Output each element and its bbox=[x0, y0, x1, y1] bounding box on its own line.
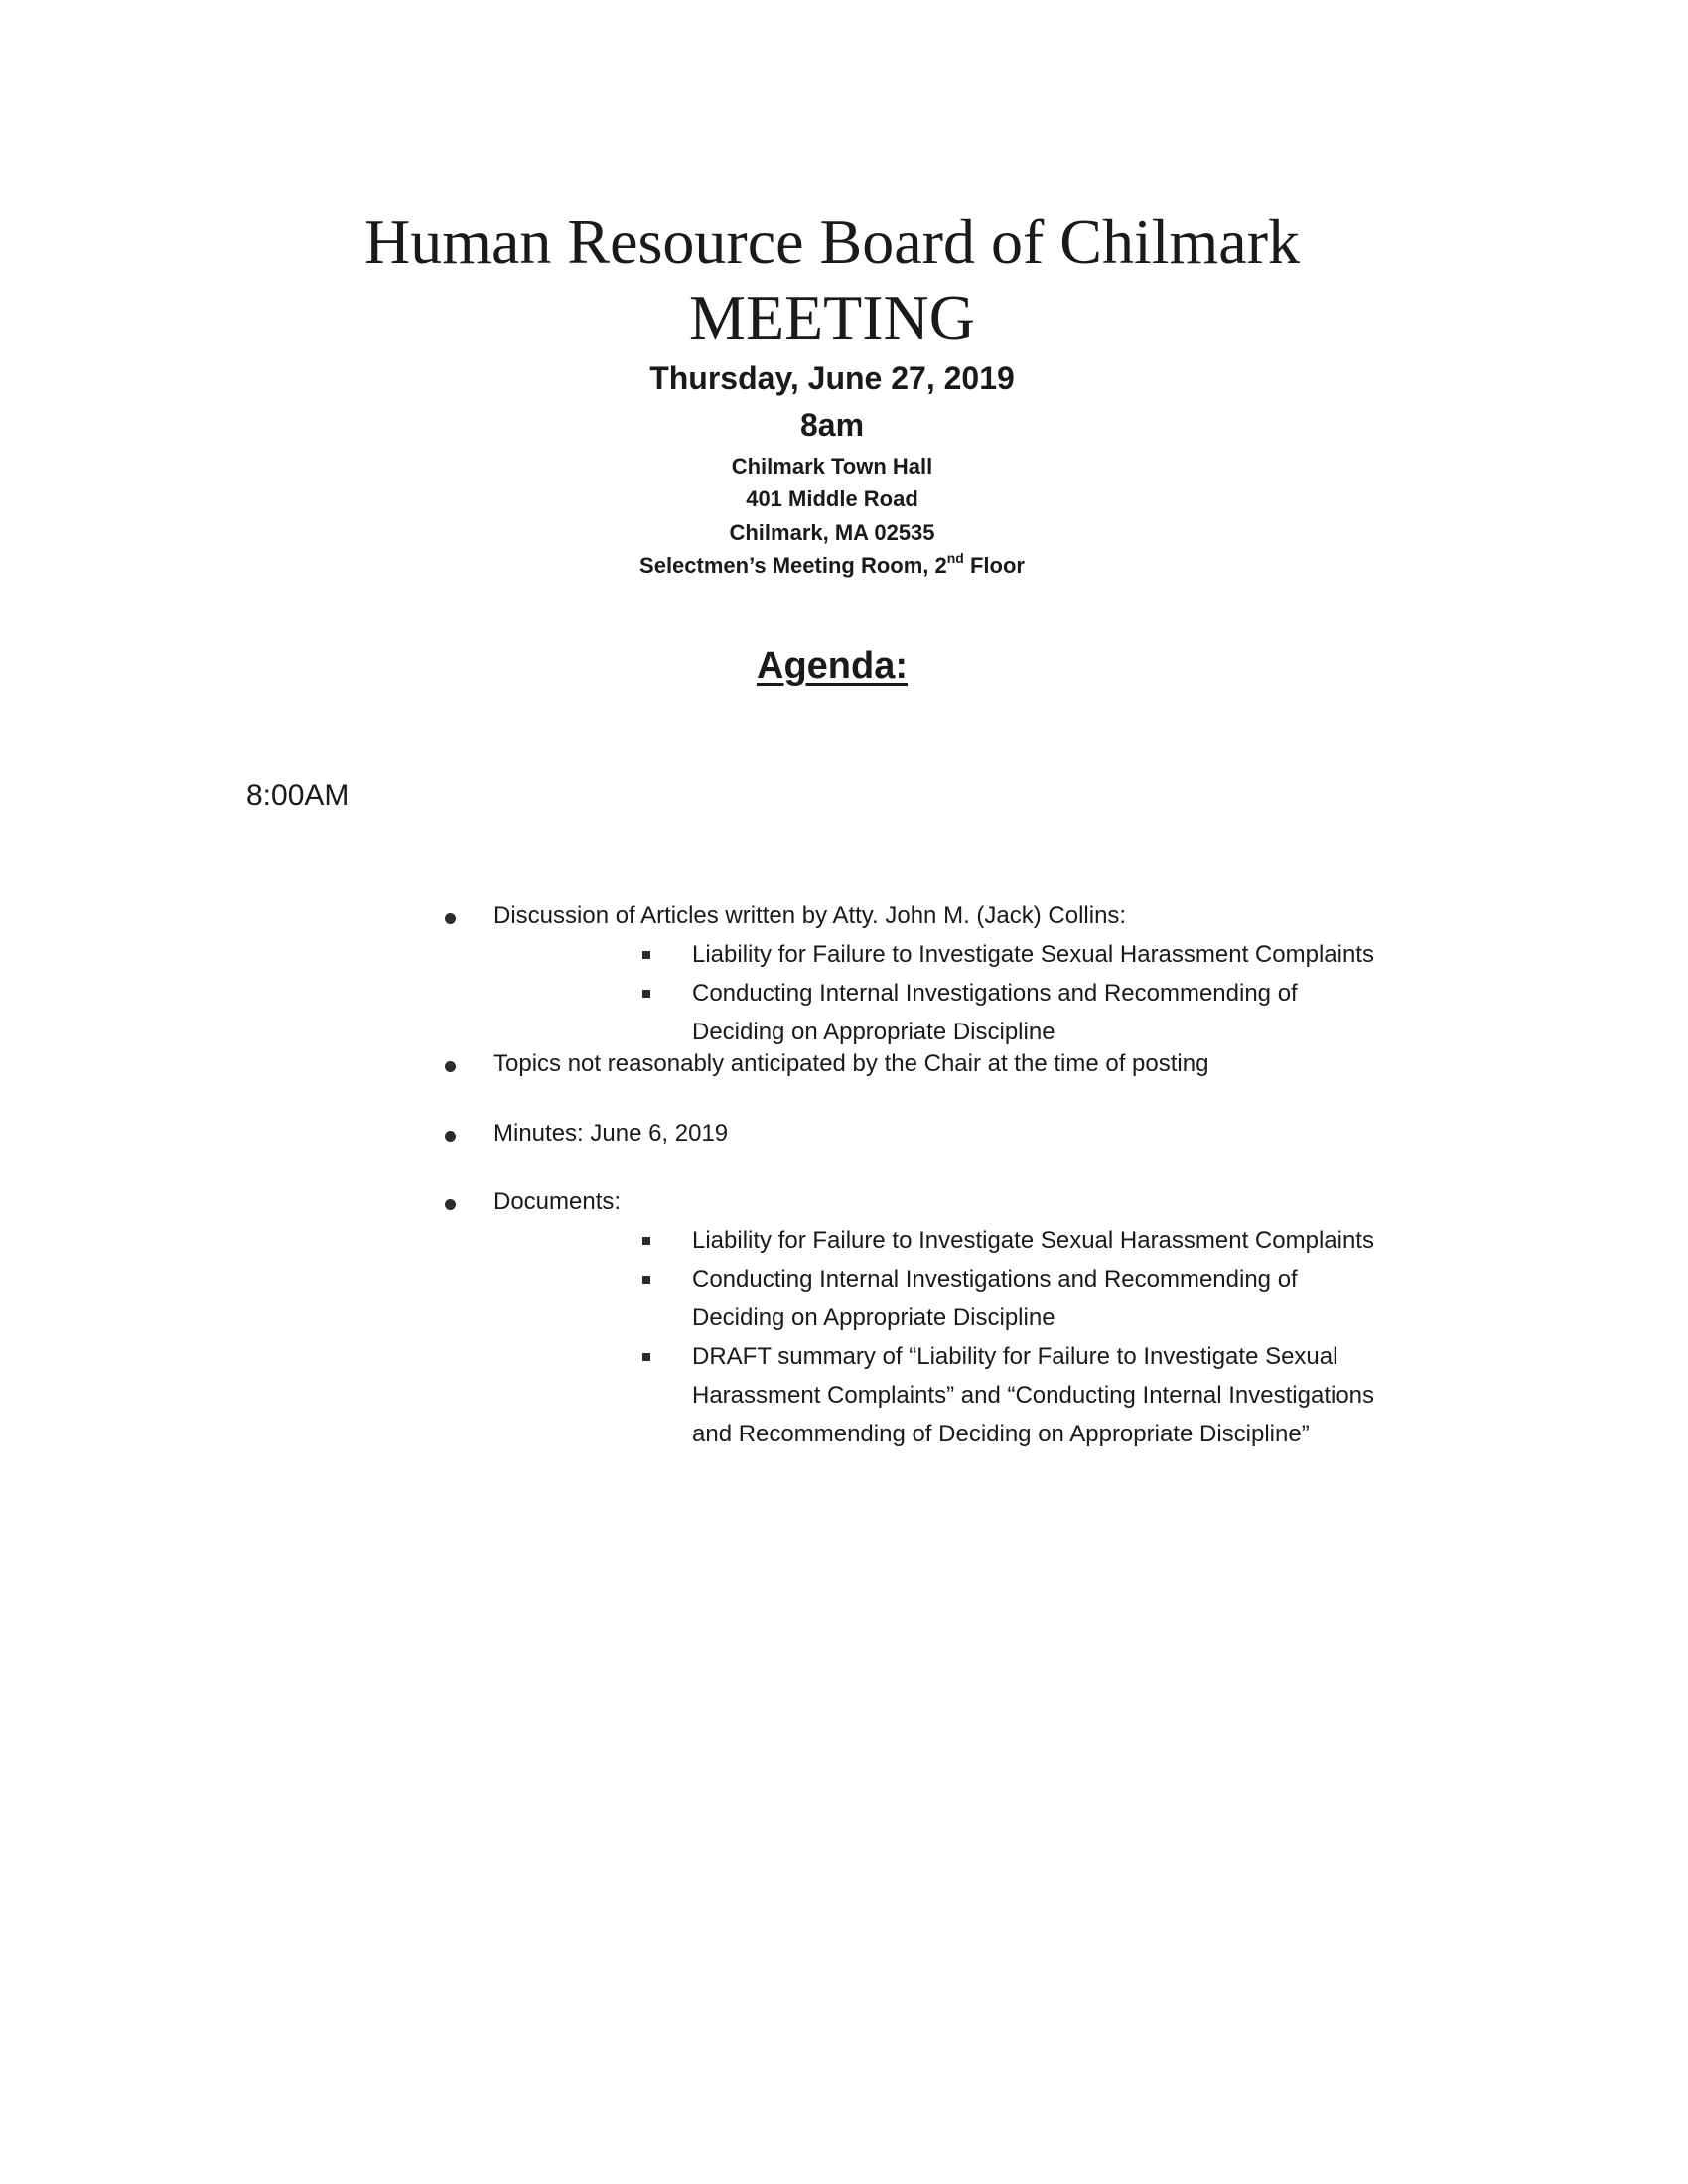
agenda-subitem-text: Conducting Internal Investigations and Recommending of bbox=[692, 980, 1298, 1007]
agenda-item-text: Documents: bbox=[493, 1188, 622, 1215]
agenda-subitem-bullet bbox=[642, 1276, 650, 1284]
agenda-heading bbox=[0, 643, 1676, 689]
agenda-time-slot: 8:00AM bbox=[246, 779, 350, 812]
agenda-subitem-text: and Recommending of Deciding on Appropriate Discipline” bbox=[692, 1421, 1310, 1447]
agenda-item-text: Minutes: June 6, 2019 bbox=[493, 1120, 729, 1147]
agenda-item-bullet bbox=[445, 1199, 456, 1210]
agenda-item-bullet bbox=[445, 1061, 456, 1072]
agenda-subitem-bullet bbox=[642, 1353, 650, 1361]
location-room-superscript: nd bbox=[946, 549, 964, 566]
location-street: 401 Middle Road bbox=[746, 486, 918, 511]
agenda-item-text: Topics not reasonably anticipated by the Chair at the time of posting bbox=[493, 1050, 1209, 1077]
location-city: Chilmark, MA 02535 bbox=[729, 520, 935, 545]
agenda-subitem-bullet bbox=[642, 990, 650, 998]
location-room-suffix: Floor bbox=[963, 553, 1025, 578]
agenda-subitem-text: Conducting Internal Investigations and Recommending of bbox=[692, 1266, 1298, 1293]
agenda-subitem-text: Deciding on Appropriate Discipline bbox=[692, 1019, 1055, 1045]
agenda-subitem-text: Deciding on Appropriate Discipline bbox=[692, 1304, 1055, 1331]
location-room-prefix: Selectmen’s Meeting Room, 2 bbox=[639, 553, 947, 578]
title-line-2: MEETING bbox=[689, 282, 975, 352]
agenda-item-bullet bbox=[445, 1131, 456, 1142]
title-line-1: Human Resource Board of Chilmark bbox=[364, 206, 1300, 277]
agenda-subitem-text: DRAFT summary of “Liability for Failure to Investigate Sexual bbox=[692, 1343, 1338, 1370]
meeting-time: 8am bbox=[799, 407, 865, 443]
agenda-subitem-text: Liability for Failure to Investigate Sexual Harassment Complaints bbox=[692, 1227, 1374, 1254]
agenda-subitem-bullet bbox=[642, 951, 650, 959]
location-room bbox=[0, 549, 1676, 580]
meeting-date: Thursday, June 27, 2019 bbox=[649, 360, 1015, 396]
agenda-item-text: Discussion of Articles written by Atty. John M. (Jack) Collins: bbox=[493, 902, 1127, 929]
agenda-subitem-text: Liability for Failure to Investigate Sexual Harassment Complaints bbox=[692, 941, 1374, 968]
agenda-subitem-text: Harassment Complaints” and “Conducting Internal Investigations bbox=[692, 1382, 1375, 1409]
agenda-item-bullet bbox=[445, 913, 456, 924]
agenda-subitem-bullet bbox=[642, 1237, 650, 1245]
agenda-heading-text: Agenda: bbox=[757, 645, 908, 687]
location-building: Chilmark Town Hall bbox=[731, 454, 933, 478]
